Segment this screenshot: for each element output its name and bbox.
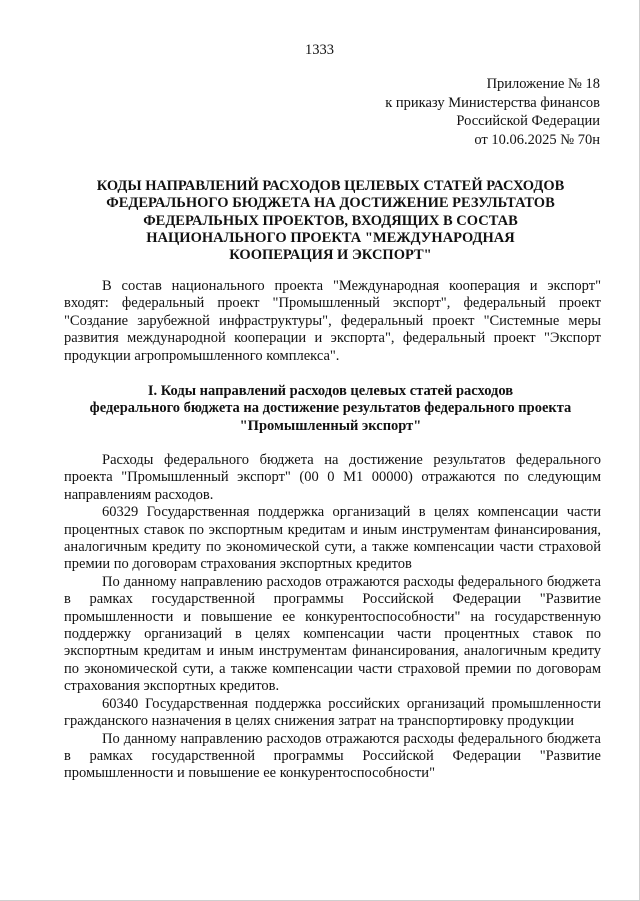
section-heading-line: "Промышленный экспорт" [239,417,422,434]
title-line: ФЕДЕРАЛЬНЫХ ПРОЕКТОВ, ВХОДЯЩИХ В СОСТАВ [143,212,518,229]
section-heading-line: федерального бюджета на достижение результатов федерального проекта [89,400,572,417]
page-number: 1333 [305,42,334,58]
title-line: КООПЕРАЦИЯ И ЭКСПОРТ" [229,247,432,264]
body-paragraph: По данному направлению расходов отражаются расходы федерального бюджета в рамках государственной программы Российской Федерации "Развитие промышленности и повышение ее конкурентоспособности" [64,730,601,782]
appendix-line: Приложение № 18 [486,76,600,92]
appendix-line: от 10.06.2025 № 70н [474,131,600,148]
section-body [64,452,601,783]
section-heading [64,383,597,435]
expense-code-paragraph: 60329 Государственная поддержка организаций в целях компенсации части процентных ставок по экспортным кредитам и иным инструментам финансирования, аналогичным кредиту по экономической сути, а также компенсации части страховой премии по договорам страхования экспортных кредитов [64,504,601,573]
title-line: ФЕДЕРАЛЬНОГО БЮДЖЕТА НА ДОСТИЖЕНИЕ РЕЗУЛЬТАТОВ [106,195,555,212]
title-line: КОДЫ НАПРАВЛЕНИЙ РАСХОДОВ ЦЕЛЕВЫХ СТАТЕЙ РАСХОДОВ [96,178,565,194]
appendix-line: к приказу Министерства финансов [385,94,600,111]
appendix-line: Российской Федерации [456,113,600,129]
title-line: НАЦИОНАЛЬНОГО ПРОЕКТА "МЕЖДУНАРОДНАЯ [146,229,515,246]
intro-section [64,278,601,365]
section-heading-line: I. Коды направлений расходов целевых статей расходов [147,383,514,399]
body-paragraph: По данному направлению расходов отражаются расходы федерального бюджета в рамках государственной программы Российской Федерации "Развитие промышленности и повышение ее конкурентоспособности" на государственную поддержку организаций в целях компенсации части процентных ставок по экспортным кредитам и иным инструментам финансирования, аналогичным кредиту по экономической сути, а также компенсации части страховой премии по договорам страхования экспортных кредитов. [64,573,601,695]
body-paragraph: Расходы федерального бюджета на достижение результатов федерального проекта "Промышленный экспорт" (00 0 M1 00000) отражаются по следующим направлениям расходов. [64,452,601,503]
document-title [64,178,597,264]
expense-code-paragraph: 60340 Государственная поддержка российских организаций промышленности гражданского назначения в целях снижения затрат на транспортировку продукции [64,695,601,730]
appendix-block [360,75,600,149]
intro-paragraph: В состав национального проекта "Международная кооперация и экспорт" входят: федеральный проект "Промышленный экспорт", федеральный проект "Создание зарубежной инфраструктуры", федеральный проект "Системные меры развития международной кооперации и экспорта", федеральный проект "Экспорт продукции агропромышленного комплекса". [64,278,601,364]
